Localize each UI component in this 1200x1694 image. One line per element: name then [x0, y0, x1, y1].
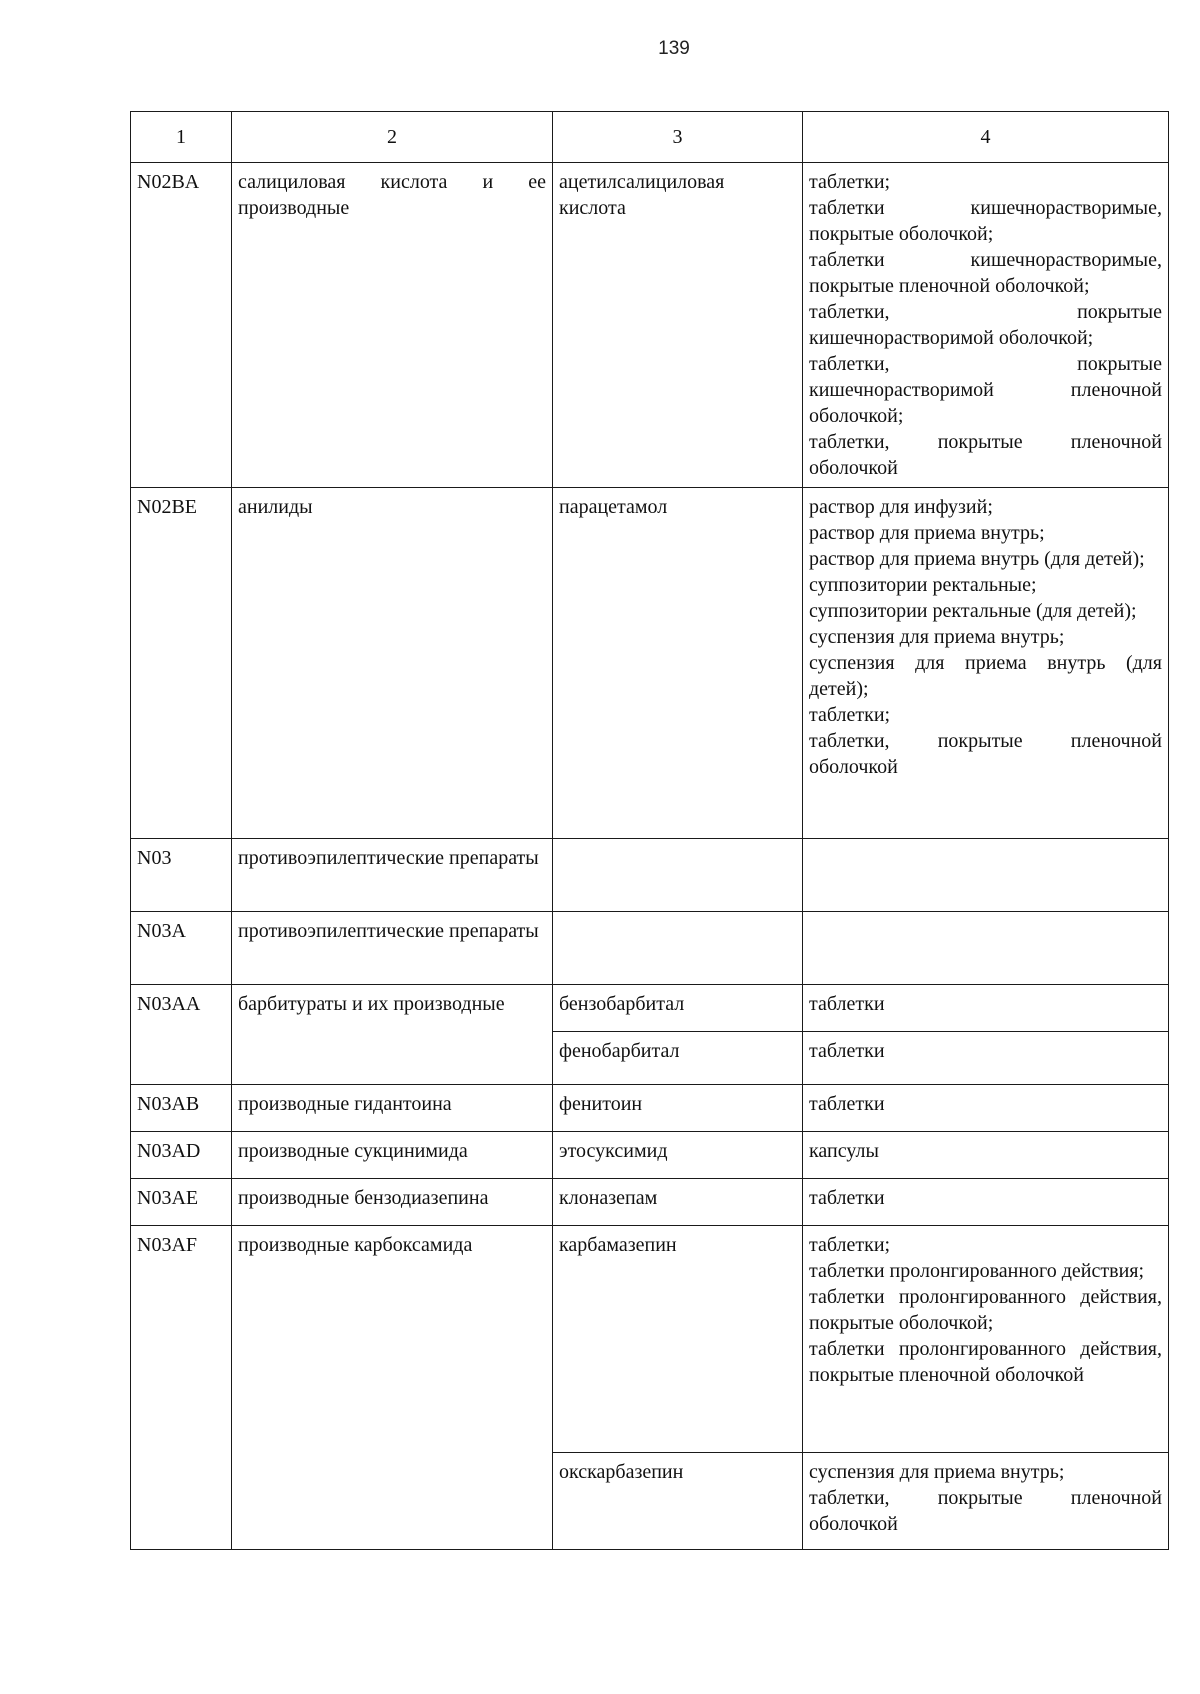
dosage-form: таблетки, покрытые кишечнорастворимой оболочкой;	[809, 301, 1162, 349]
dosage-forms	[803, 1453, 1169, 1550]
dosage-form: таблетки кишечнорастворимые, покрытые пленочной оболочкой;	[809, 249, 1162, 297]
dosage-form: таблетки;	[809, 704, 891, 726]
group-name: производные гидантоина	[232, 1085, 553, 1132]
dosage-forms	[803, 912, 1169, 985]
drug-name	[553, 839, 803, 912]
dosage-form: таблетки пролонгированного действия;	[809, 1260, 1145, 1282]
group-name: производные сукцинимида	[232, 1132, 553, 1179]
drug-name: фенитоин	[553, 1085, 803, 1132]
header-cell: 1	[131, 112, 232, 163]
dosage-form: таблетки	[803, 1085, 1169, 1132]
drug-name: окскарбазепин	[553, 1453, 803, 1550]
dosage-form: таблетки, покрытые пленочной оболочкой	[809, 431, 1162, 479]
dosage-form: таблетки	[803, 1179, 1169, 1226]
drug-name: клоназепам	[553, 1179, 803, 1226]
group-name: барбитураты и их производные	[232, 985, 553, 1085]
dosage-form: таблетки, покрытые кишечнорастворимой пленочной оболочкой;	[809, 353, 1162, 427]
table-row	[131, 1179, 1169, 1226]
table-row	[131, 163, 1169, 488]
dosage-form: таблетки, покрытые пленочной оболочкой	[809, 1487, 1162, 1535]
drug-name	[553, 912, 803, 985]
table-row	[131, 1226, 1169, 1453]
drug-name: этосуксимид	[553, 1132, 803, 1179]
group-name: анилиды	[232, 488, 553, 839]
group-name: противоэпилептические препараты	[232, 912, 553, 985]
table-row	[131, 839, 1169, 912]
dosage-form: таблетки	[803, 1032, 1169, 1085]
dosage-form: раствор для приема внутрь (для детей);	[809, 548, 1145, 570]
atc-code: N03AD	[131, 1132, 232, 1179]
dosage-form: капсулы	[803, 1132, 1169, 1179]
dosage-form: суспензия для приема внутрь;	[809, 1461, 1065, 1483]
group-name: салициловая кислота и ее производные	[232, 163, 553, 488]
group-name: производные бензодиазепина	[232, 1179, 553, 1226]
table-row	[131, 985, 1169, 1032]
dosage-form: раствор для инфузий;	[809, 496, 993, 518]
drug-table	[130, 111, 1169, 1550]
dosage-form: таблетки;	[809, 1234, 891, 1256]
group-name: противоэпилептические препараты	[232, 839, 553, 912]
atc-code: N03A	[131, 912, 232, 985]
atc-code: N02BA	[131, 163, 232, 488]
table-row	[131, 488, 1169, 839]
page-number: 139	[658, 38, 690, 59]
atc-code: N03	[131, 839, 232, 912]
atc-code: N03AA	[131, 985, 232, 1085]
table-header-row	[131, 112, 1169, 163]
dosage-form: суспензия для приема внутрь;	[809, 626, 1065, 648]
drug-name: фенобарбитал	[553, 1032, 803, 1085]
group-name-line-1: салициловая кислота и ее	[238, 171, 546, 193]
dosage-forms	[803, 1226, 1169, 1453]
dosage-form: таблетки пролонгированного действия, покрытые пленочной оболочкой	[809, 1338, 1162, 1386]
dosage-forms	[803, 488, 1169, 839]
drug-name: карбамазепин	[553, 1226, 803, 1453]
header-cell: 4	[803, 112, 1169, 163]
atc-code: N03AE	[131, 1179, 232, 1226]
table-row	[131, 912, 1169, 985]
atc-code: N02BE	[131, 488, 232, 839]
dosage-form: таблетки, покрытые пленочной оболочкой	[809, 730, 1162, 778]
drug-name: бензобарбитал	[553, 985, 803, 1032]
dosage-form: раствор для приема внутрь;	[809, 522, 1045, 544]
dosage-forms	[803, 163, 1169, 488]
drug-name: ацетилсалициловая кислота	[553, 163, 803, 488]
table-row	[131, 1132, 1169, 1179]
dosage-form: суппозитории ректальные;	[809, 574, 1037, 596]
header-cell: 2	[232, 112, 553, 163]
atc-code: N03AF	[131, 1226, 232, 1550]
dosage-form: таблетки	[803, 985, 1169, 1032]
dosage-form: таблетки пролонгированного действия, покрытые оболочкой;	[809, 1286, 1162, 1334]
dosage-form: таблетки кишечнорастворимые, покрытые оболочкой;	[809, 197, 1162, 245]
dosage-form: таблетки;	[809, 171, 891, 193]
drug-name: парацетамол	[553, 488, 803, 839]
group-name: производные карбоксамида	[232, 1226, 553, 1550]
dosage-form: суспензия для приема внутрь (для детей);	[809, 652, 1162, 700]
atc-code: N03AB	[131, 1085, 232, 1132]
dosage-forms	[803, 839, 1169, 912]
header-cell: 3	[553, 112, 803, 163]
table-row	[131, 1085, 1169, 1132]
dosage-form: суппозитории ректальные (для детей);	[809, 600, 1137, 622]
